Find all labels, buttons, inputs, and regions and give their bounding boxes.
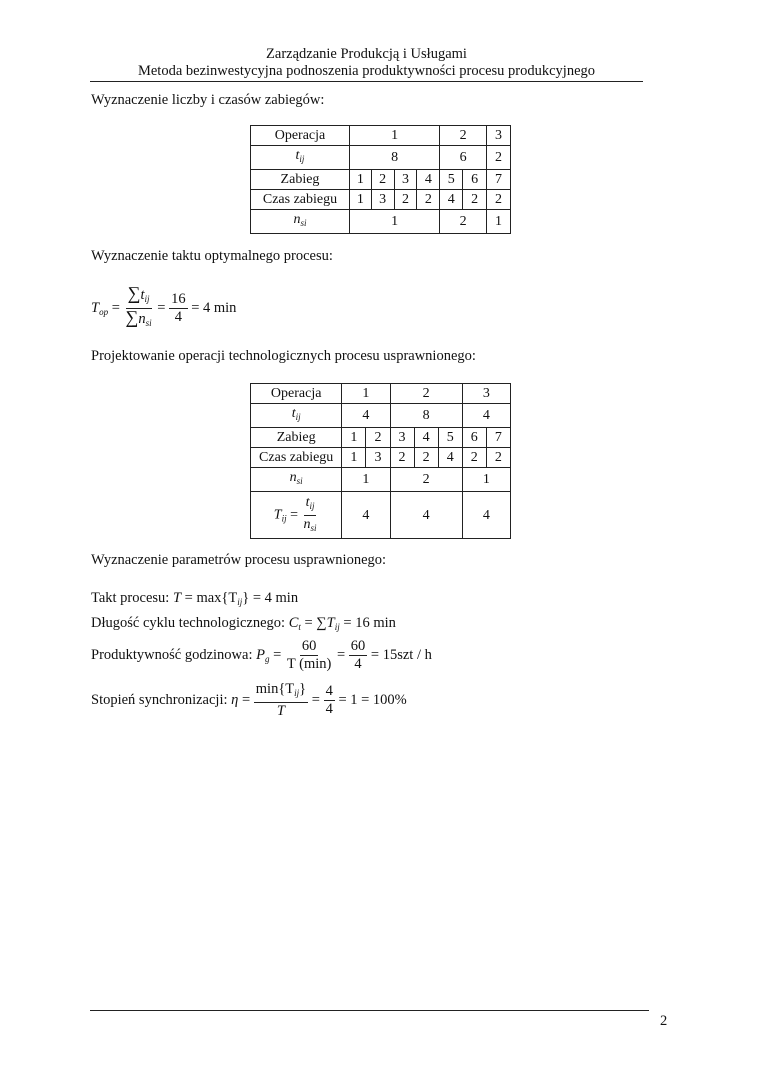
section3-title: Projektowanie operacji technologicznych procesu usprawnionego: (91, 348, 476, 364)
table-cell: 2 (414, 448, 438, 468)
section4-title: Wyznaczenie parametrów procesu usprawnionego: (91, 552, 387, 568)
table-row (251, 190, 511, 210)
table-cell: 1 (462, 468, 510, 492)
table-cell: 4 (462, 404, 510, 428)
table-row (251, 210, 511, 234)
table-cell: 2 (487, 190, 511, 210)
table-cell: 1 (342, 428, 366, 448)
table-cell: 2 (463, 190, 487, 210)
section2-title: Wyznaczenie taktu optymalnego procesu: (91, 248, 333, 264)
table-cell: 4 (414, 428, 438, 448)
table-cell: 4 (390, 492, 462, 539)
row-label-Tij: $T_{ij}$ = $\frac{t_{ij}}{n_{si}}$ (251, 492, 342, 539)
table-cell: 3 (366, 448, 390, 468)
table-operations-improved (250, 383, 511, 539)
header-rule (90, 81, 643, 82)
table-cell: 2 (487, 146, 511, 170)
table-cell: 3 (487, 126, 511, 146)
row-label-czas: Czas zabiegu (251, 190, 350, 210)
table-operations-initial (250, 125, 511, 234)
table-cell: 4 (438, 448, 462, 468)
table-cell: 6 (463, 170, 487, 190)
table-cell: 2 (371, 170, 394, 190)
table-cell: 3 (394, 170, 417, 190)
table-row (251, 384, 511, 404)
table-cell: 1 (349, 170, 371, 190)
table-row (251, 468, 511, 492)
table-row (251, 428, 511, 448)
table-cell: 2 (394, 190, 417, 210)
row-label-nsi: $n_{si}$ (251, 468, 342, 492)
row-label-operacja: Operacja (251, 126, 350, 146)
fraction-sum: $\frac{\sum t_{ij}}{\sum n_{si}}$ (125, 283, 152, 328)
page-number: 2 (660, 1013, 668, 1029)
table-cell: 7 (486, 428, 510, 448)
table-cell: 1 (487, 210, 511, 234)
header-title: Zarządzanie Produkcją i Usługami (266, 46, 467, 62)
table-cell: 2 (440, 210, 487, 234)
table-cell: 4 (342, 404, 390, 428)
table-cell: 5 (440, 170, 463, 190)
table-cell: 2 (390, 468, 462, 492)
table-cell: 1 (342, 448, 366, 468)
table-cell: 1 (349, 126, 439, 146)
formula-takt-procesu: Takt procesu: $T = \max\{T_{ij}\} = 4$ min (91, 590, 299, 607)
row-label-zabieg: Zabieg (251, 428, 342, 448)
formula-cykl: Długość cyklu technologicznego: $C_t = \sum T_{ij} = 16$ min (91, 615, 396, 632)
table-row (251, 126, 511, 146)
table-cell: 2 (486, 448, 510, 468)
row-label-zabieg: Zabieg (251, 170, 350, 190)
table-cell: 8 (349, 146, 439, 170)
table-cell: 3 (390, 428, 414, 448)
table-cell: 6 (440, 146, 487, 170)
table-cell: 2 (366, 428, 390, 448)
table-cell: 3 (462, 384, 510, 404)
document-header (90, 46, 643, 80)
table-row (251, 448, 511, 468)
table-row (251, 146, 511, 170)
row-label-tij: $t_{ij}$ (251, 146, 350, 170)
table-cell: 4 (440, 190, 463, 210)
table-cell: 3 (371, 190, 394, 210)
table-cell: 1 (342, 384, 390, 404)
row-label-nsi: $n_{si}$ (251, 210, 350, 234)
table-row (251, 170, 511, 190)
formula-synchronizacja: Stopień synchronizacji: η = $\frac{\min\{T_{ij}\}}{T}$ = $\frac{4}{4}$ = 1 = 100% (91, 681, 407, 719)
table-cell: 7 (487, 170, 511, 190)
row-label-operacja: Operacja (251, 384, 342, 404)
table-cell: 2 (462, 448, 486, 468)
formula-takt-optymalny: $T_{op}$ = $\frac{\sum t_{ij}}{\sum n_{si}}$ = $\frac{16}{4}$ = 4 min (91, 285, 236, 332)
table-row (251, 404, 511, 428)
table-row (251, 492, 511, 539)
table-cell: 2 (417, 190, 440, 210)
section1-title: Wyznaczenie liczby i czasów zabiegów: (91, 92, 325, 108)
fraction-value: $\frac{16}{4}$ (171, 291, 186, 325)
table-cell: 1 (349, 210, 439, 234)
table-cell: 4 (462, 492, 510, 539)
table-cell: 4 (417, 170, 440, 190)
table-cell: 5 (438, 428, 462, 448)
table-cell: 6 (462, 428, 486, 448)
table-cell: 2 (440, 126, 487, 146)
table-cell: 8 (390, 404, 462, 428)
table-cell: 2 (390, 384, 462, 404)
row-label-czas: Czas zabiegu (251, 448, 342, 468)
table-cell: 2 (390, 448, 414, 468)
formula-produktywnosc: Produktywność godzinowa: $P_g$ = $\frac{60}{T (\min)}$ = $\frac{60}{4}$ = 15szt / h (91, 638, 432, 672)
footer-rule (90, 1010, 649, 1011)
header-subtitle: Metoda bezinwestycyjna podnoszenia produktywności procesu produkcyjnego (137, 63, 596, 79)
table-cell: 4 (342, 492, 390, 539)
table-cell: 1 (342, 468, 390, 492)
row-label-tij: $t_{ij}$ (251, 404, 342, 428)
table-cell: 1 (349, 190, 371, 210)
